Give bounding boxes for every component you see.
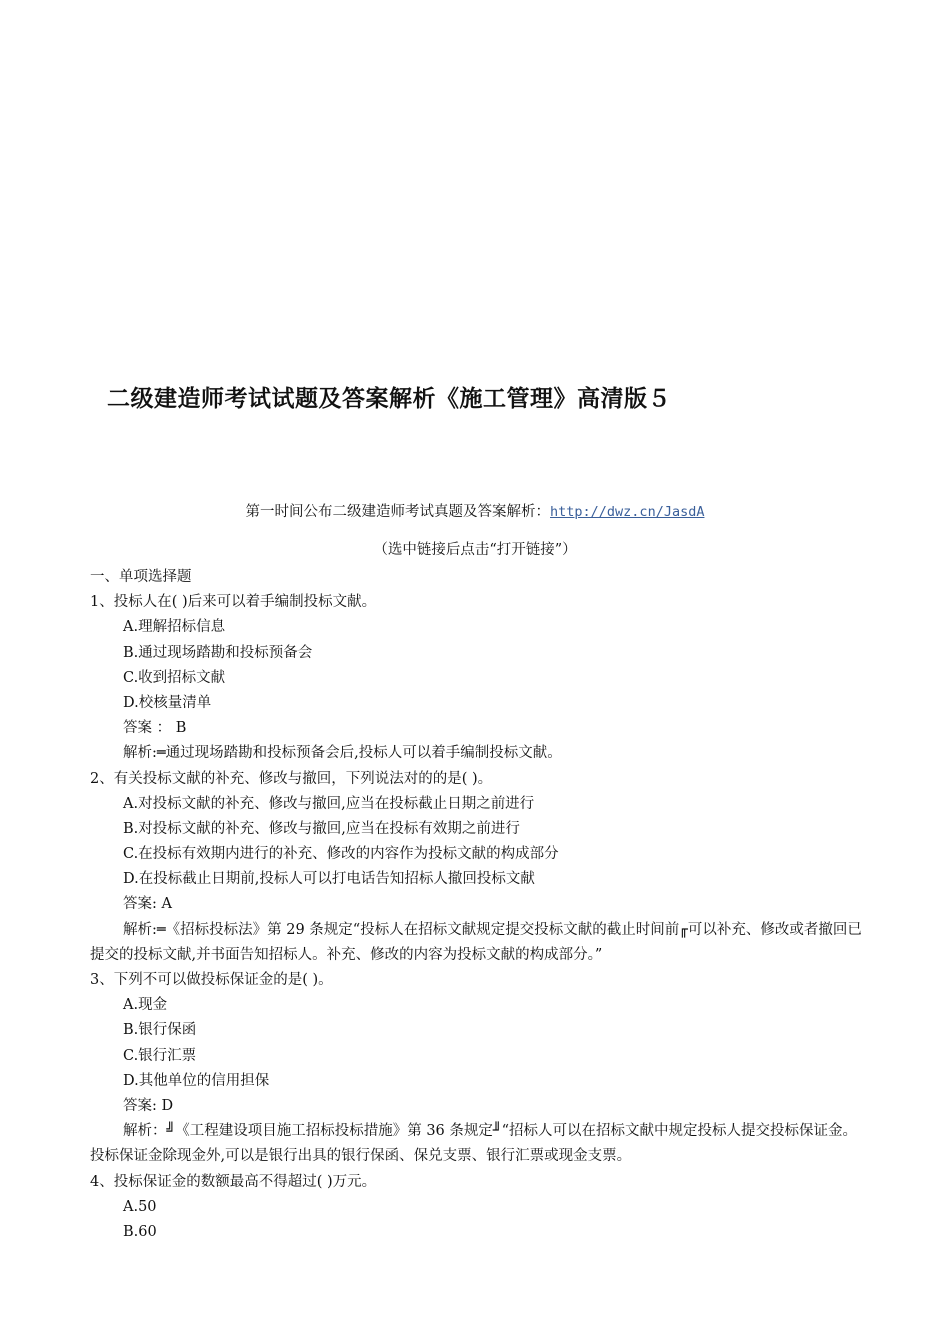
answer: 答案: D [123,1097,174,1114]
question-list [90,565,865,1245]
announcement-line [0,500,950,521]
option-b: B.银行保函 [123,1022,197,1039]
analysis: 解析:═《招标投标法》第 29 条规定“投标人在招标文献规定提交投标文献的截止时间前╓可以补充、修改或者撤回已提交的投标文献,并书面告知招标人。补充、修改的内容为投标文献的构成部分。” [90,921,862,963]
option-b: B.60 [123,1223,157,1240]
question-stem: 1、投标人在( )后来可以着手编制投标文献。 [90,594,377,611]
analysis: 解析：╝《工程建设项目施工招标投标措施》第 36 条规定╜“招标人可以在招标文献中规定投标人提交投标保证金。投标保证金除现金外,可以是银行出具的银行保函、保兑支票、银行汇票或现金支票。 [90,1123,858,1165]
answer: 答案 ： B [123,720,187,737]
document-title: 二级建造师考试试题及答案解析《施工管理》高清版５ [107,386,671,412]
option-d: D.在投标截止日期前,投标人可以打电话告知招标人撤回投标文献 [123,871,535,888]
option-c: C.收到招标文献 [123,669,226,686]
option-a: A.现金 [123,997,168,1014]
option-d: D.其他单位的信用担保 [123,1072,270,1089]
link-hint: （选中链接后点击“打开链接”） [373,542,577,558]
announcement-text: 第一时间公布二级建造师考试真题及答案解析： [245,504,551,520]
analysis: 解析:═通过现场踏勘和投标预备会后,投标人可以着手编制投标文献。 [123,745,562,762]
option-d: D.校核量清单 [123,694,212,711]
option-c: C.在投标有效期内进行的补充、修改的内容作为投标文献的构成部分 [123,846,559,863]
question-stem: 2、有关投标文献的补充、修改与撤回，下列说法对的的是( )。 [90,770,493,787]
option-b: B.对投标文献的补充、修改与撤回,应当在投标有效期之前进行 [123,820,520,837]
section-heading: 一、单项选择题 [90,569,192,585]
exam-answers-link[interactable]: http://dwz.cn/JasdA [550,504,705,520]
option-b: B.通过现场踏勘和投标预备会 [123,644,313,661]
answer: 答案: A [123,896,172,913]
question-stem: 4、投标保证金的数额最高不得超过( )万元。 [90,1173,377,1190]
option-a: A.对投标文献的补充、修改与撤回,应当在投标截止日期之前进行 [123,795,535,812]
option-a: A.理解招标信息 [123,619,226,636]
question-stem: 3、下列不可以做投标保证金的是( )。 [90,972,333,989]
option-a: A.50 [123,1198,157,1215]
option-c: C.银行汇票 [123,1047,197,1064]
